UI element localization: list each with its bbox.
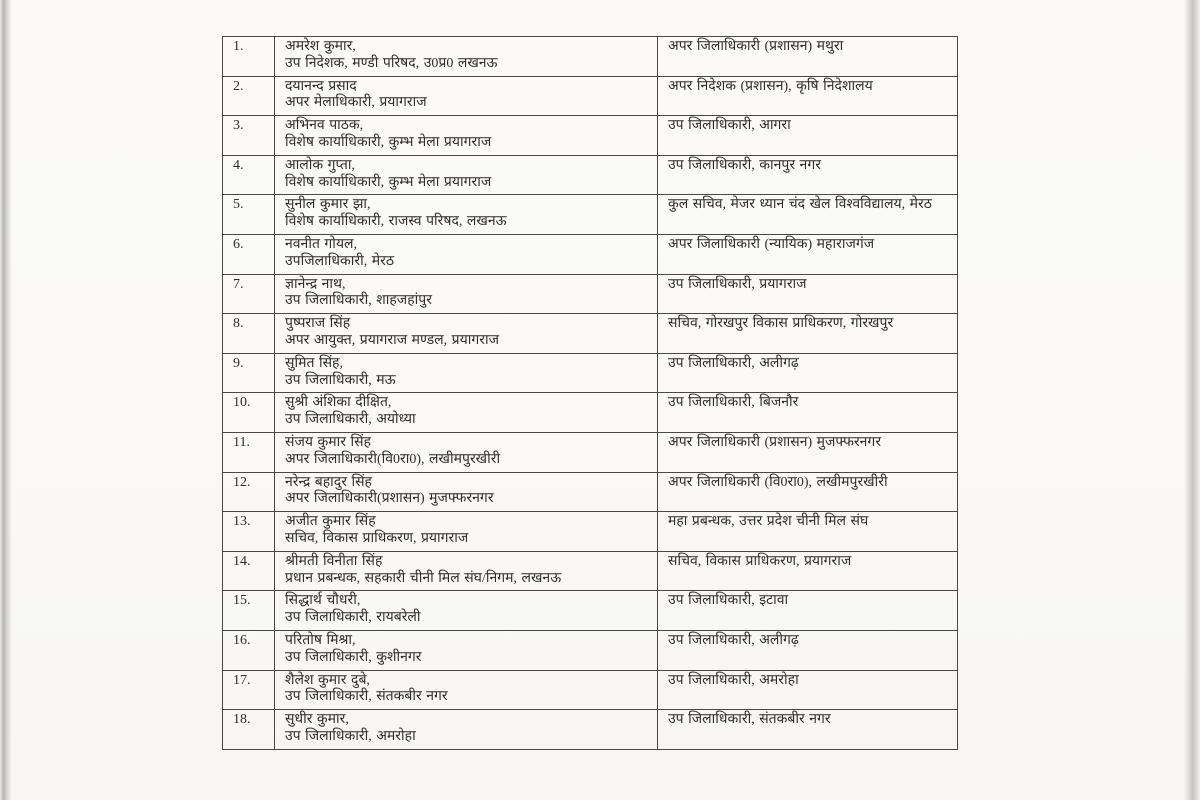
officer-name: सुधीर कुमार, [285, 712, 349, 728]
serial-number-cell [223, 551, 275, 591]
table-row [223, 432, 958, 472]
officer-current-post: उप जिलाधिकारी, अमरोहा [285, 728, 416, 744]
officer-current-post: उप निदेशक, मण्डी परिषद, उ0प्र0 लखनऊ [285, 55, 498, 71]
officer-cell [275, 551, 658, 591]
officer-cell [275, 116, 658, 156]
new-posting-cell: अपर निदेशक (प्रशासन), कृषि निदेशालय [658, 76, 958, 116]
table-row [223, 710, 958, 750]
serial-number-cell [223, 512, 275, 552]
officer-current-post: अपर मेलाधिकारी, प्रयागराज [285, 95, 427, 111]
officer-current-post: उप जिलाधिकारी, कुशीनगर [285, 649, 422, 665]
serial-number-cell [223, 155, 275, 195]
officer-name: सिद्धार्थ चौधरी, [285, 593, 361, 609]
officer-name: नरेन्द्र बहादुर सिंह [285, 474, 372, 490]
serial-number-cell [223, 591, 275, 631]
serial-number-cell [223, 710, 275, 750]
officer-current-post: सचिव, विकास प्राधिकरण, प्रयागराज [285, 530, 469, 546]
new-posting-cell: सचिव, गोरखपुर विकास प्राधिकरण, गोरखपुर [658, 314, 958, 354]
new-posting-cell: उप जिलाधिकारी, कानपुर नगर [658, 155, 958, 195]
officer-current-post: प्रधान प्रबन्धक, सहकारी चीनी मिल संघ/निगम, लखनऊ [285, 570, 562, 586]
table-row [223, 591, 958, 631]
serial-number: 12. [233, 474, 251, 490]
new-posting-cell: महा प्रबन्धक, उत्तर प्रदेश चीनी मिल संघ [658, 512, 958, 552]
table-row [223, 195, 958, 235]
serial-number: 11. [233, 434, 250, 450]
officer-name: आलोक गुप्ता, [285, 157, 355, 173]
page-right-edge-shadow [1184, 0, 1200, 800]
table-row [223, 670, 958, 710]
table-row [223, 274, 958, 314]
table-row [223, 155, 958, 195]
serial-number: 7. [233, 276, 244, 292]
officer-cell [275, 37, 658, 77]
officer-cell [275, 155, 658, 195]
officer-current-post: उप जिलाधिकारी, शाहजहांपुर [285, 293, 432, 309]
new-posting-cell: अपर जिलाधिकारी (वि0रा0), लखीमपुरखीरी [658, 472, 958, 512]
table-body [223, 37, 958, 750]
officer-cell [275, 591, 658, 631]
officer-cell [275, 472, 658, 512]
officer-current-post: उप जिलाधिकारी, अयोध्या [285, 412, 416, 428]
officer-current-post: विशेष कार्याधिकारी, कुम्भ मेला प्रयागराज [285, 134, 492, 150]
officer-current-post: अपर जिलाधिकारी(वि0रा0), लखीमपुरखीरी [285, 451, 501, 467]
new-posting-cell: उप जिलाधिकारी, अलीगढ़ [658, 630, 958, 670]
serial-number-cell [223, 393, 275, 433]
new-posting-cell: अपर जिलाधिकारी (न्यायिक) महाराजगंज [658, 234, 958, 274]
serial-number-cell [223, 353, 275, 393]
serial-number-cell [223, 274, 275, 314]
table-row [223, 472, 958, 512]
serial-number: 13. [233, 514, 251, 530]
new-posting-cell: उप जिलाधिकारी, बिजनौर [658, 393, 958, 433]
officer-current-post: विशेष कार्याधिकारी, कुम्भ मेला प्रयागराज [285, 174, 492, 190]
officer-name: अजीत कुमार सिंह [285, 514, 376, 530]
officer-cell [275, 630, 658, 670]
officer-current-post: उप जिलाधिकारी, मऊ [285, 372, 396, 388]
officer-name: ज्ञानेन्द्र नाथ, [285, 276, 346, 292]
serial-number: 2. [233, 78, 244, 94]
officer-current-post: उप जिलाधिकारी, रायबरेली [285, 610, 421, 626]
serial-number-cell [223, 37, 275, 77]
serial-number: 17. [233, 672, 251, 688]
officer-current-post: विशेष कार्याधिकारी, राजस्व परिषद, लखनऊ [285, 214, 507, 230]
officer-name: संजय कुमार सिंह [285, 434, 371, 450]
new-posting-cell: कुल सचिव, मेजर ध्यान चंद खेल विश्वविद्यालय, मेरठ [658, 195, 958, 235]
officer-name: दयानन्द प्रसाद [285, 78, 357, 94]
new-posting-cell: उप जिलाधिकारी, अमरोहा [658, 670, 958, 710]
serial-number: 14. [233, 553, 251, 569]
serial-number-cell [223, 76, 275, 116]
serial-number: 3. [233, 118, 244, 134]
officer-cell [275, 512, 658, 552]
serial-number: 8. [233, 316, 244, 332]
officer-cell [275, 234, 658, 274]
officer-name: परितोष मिश्रा, [285, 632, 356, 648]
officer-name: अभिनव पाठक, [285, 118, 364, 134]
new-posting-cell: उप जिलाधिकारी, प्रयागराज [658, 274, 958, 314]
officer-name: नवनीत गोयल, [285, 236, 358, 252]
table-row [223, 76, 958, 116]
officer-current-post: उप जिलाधिकारी, संतकबीर नगर [285, 689, 448, 705]
table-row [223, 393, 958, 433]
new-posting-cell: उप जिलाधिकारी, संतकबीर नगर [658, 710, 958, 750]
page-left-edge-shadow [0, 0, 12, 800]
officer-cell [275, 274, 658, 314]
serial-number-cell [223, 195, 275, 235]
new-posting-cell: उप जिलाधिकारी, आगरा [658, 116, 958, 156]
new-posting-cell: उप जिलाधिकारी, इटावा [658, 591, 958, 631]
officer-name: श्रीमती विनीता सिंह [285, 553, 383, 569]
officer-current-post: उपजिलाधिकारी, मेरठ [285, 253, 394, 269]
officer-name: पुष्पराज सिंह [285, 316, 351, 332]
table-row [223, 353, 958, 393]
table-row [223, 512, 958, 552]
serial-number-cell [223, 432, 275, 472]
serial-number: 6. [233, 236, 244, 252]
new-posting-cell: अपर जिलाधिकारी (प्रशासन) मथुरा [658, 37, 958, 77]
officer-current-post: अपर आयुक्त, प्रयागराज मण्डल, प्रयागराज [285, 332, 499, 348]
serial-number-cell [223, 234, 275, 274]
officer-name: सुश्री अंशिका दीक्षित, [285, 395, 392, 411]
serial-number-cell [223, 472, 275, 512]
table-row [223, 116, 958, 156]
officer-cell [275, 670, 658, 710]
table-row [223, 234, 958, 274]
officer-name: अमरेश कुमार, [285, 39, 356, 54]
serial-number: 15. [233, 593, 251, 609]
officer-cell [275, 195, 658, 235]
officer-cell [275, 432, 658, 472]
officer-cell [275, 76, 658, 116]
officer-cell [275, 353, 658, 393]
serial-number: 9. [233, 355, 244, 371]
serial-number: 5. [233, 197, 244, 213]
table-row [223, 551, 958, 591]
serial-number: 16. [233, 632, 251, 648]
serial-number: 4. [233, 157, 244, 173]
officer-cell [275, 710, 658, 750]
officer-cell [275, 314, 658, 354]
transfer-order-table [222, 36, 958, 750]
new-posting-cell: अपर जिलाधिकारी (प्रशासन) मुजफ्फरनगर [658, 432, 958, 472]
serial-number: 10. [233, 395, 251, 411]
new-posting-cell: उप जिलाधिकारी, अलीगढ़ [658, 353, 958, 393]
officer-cell [275, 393, 658, 433]
officer-current-post: अपर जिलाधिकारी(प्रशासन) मुजफ्फरनगर [285, 491, 494, 507]
serial-number: 18. [233, 712, 251, 728]
officer-name: सुमित सिंह, [285, 355, 343, 371]
table-row [223, 630, 958, 670]
officer-name: सुनील कुमार झा, [285, 197, 371, 213]
new-posting-cell: सचिव, विकास प्राधिकरण, प्रयागराज [658, 551, 958, 591]
serial-number-cell [223, 314, 275, 354]
serial-number: 1. [233, 39, 244, 54]
serial-number-cell [223, 630, 275, 670]
serial-number-cell [223, 116, 275, 156]
table-row [223, 314, 958, 354]
officer-name: शैलेश कुमार दुबे, [285, 672, 370, 688]
table-row [223, 37, 958, 77]
serial-number-cell [223, 670, 275, 710]
